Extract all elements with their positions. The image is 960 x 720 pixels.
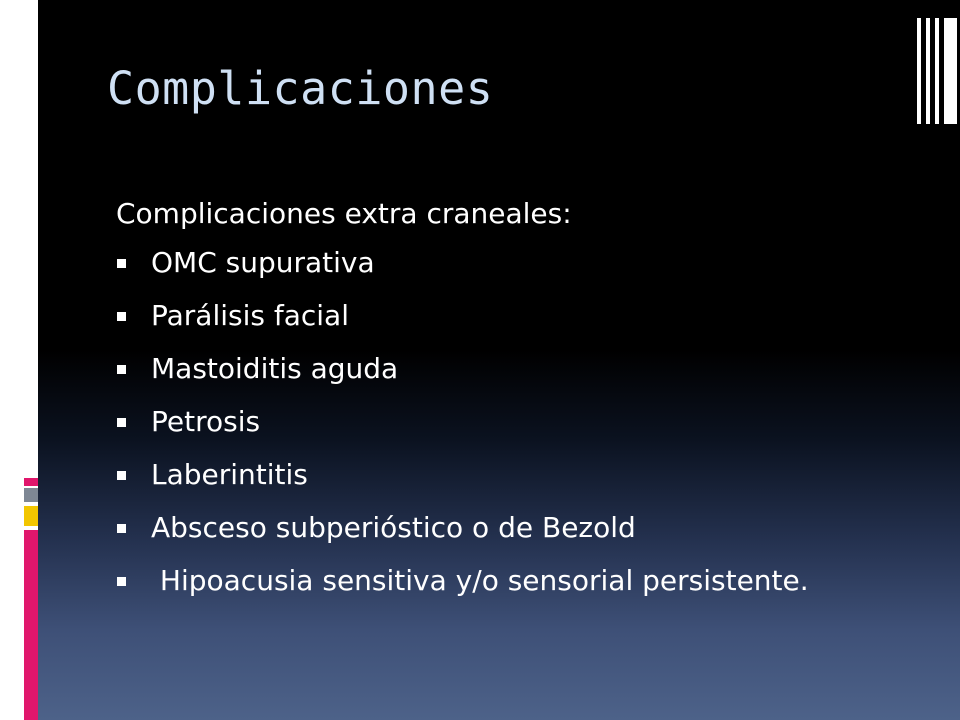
square-bullet-icon xyxy=(117,524,126,533)
square-bullet-icon xyxy=(117,312,126,321)
bullet-item xyxy=(116,458,916,492)
bullet-list xyxy=(116,246,916,598)
square-bullet-icon xyxy=(117,471,126,480)
bullet-text: Hipoacusia sensitiva y/o sensorial persistente. xyxy=(151,564,809,597)
bullet-item xyxy=(116,405,916,439)
bullet-item xyxy=(116,352,916,386)
top-right-decoration xyxy=(917,18,957,124)
left-decoration-squares xyxy=(24,478,38,720)
bullet-text: Mastoiditis aguda xyxy=(151,352,399,385)
bullet-text: Petrosis xyxy=(151,405,261,438)
slide-body xyxy=(116,194,916,617)
bullet-item xyxy=(116,511,916,545)
bullet-text: Laberintitis xyxy=(151,458,308,491)
bullet-text: OMC supurativa xyxy=(151,246,375,279)
bullet-text: Parálisis facial xyxy=(151,299,349,332)
slide-title: Complicaciones xyxy=(107,62,494,115)
bullet-item xyxy=(116,246,916,280)
bullet-item xyxy=(116,564,916,598)
square-bullet-icon xyxy=(117,259,126,268)
bullet-item xyxy=(116,299,916,333)
square-bullet-icon xyxy=(117,577,126,586)
bullet-text: Absceso subperióstico o de Bezold xyxy=(151,511,636,544)
square-bullet-icon xyxy=(117,418,126,427)
intro-text: Complicaciones extra craneales: xyxy=(116,197,572,230)
square-bullet-icon xyxy=(117,365,126,374)
